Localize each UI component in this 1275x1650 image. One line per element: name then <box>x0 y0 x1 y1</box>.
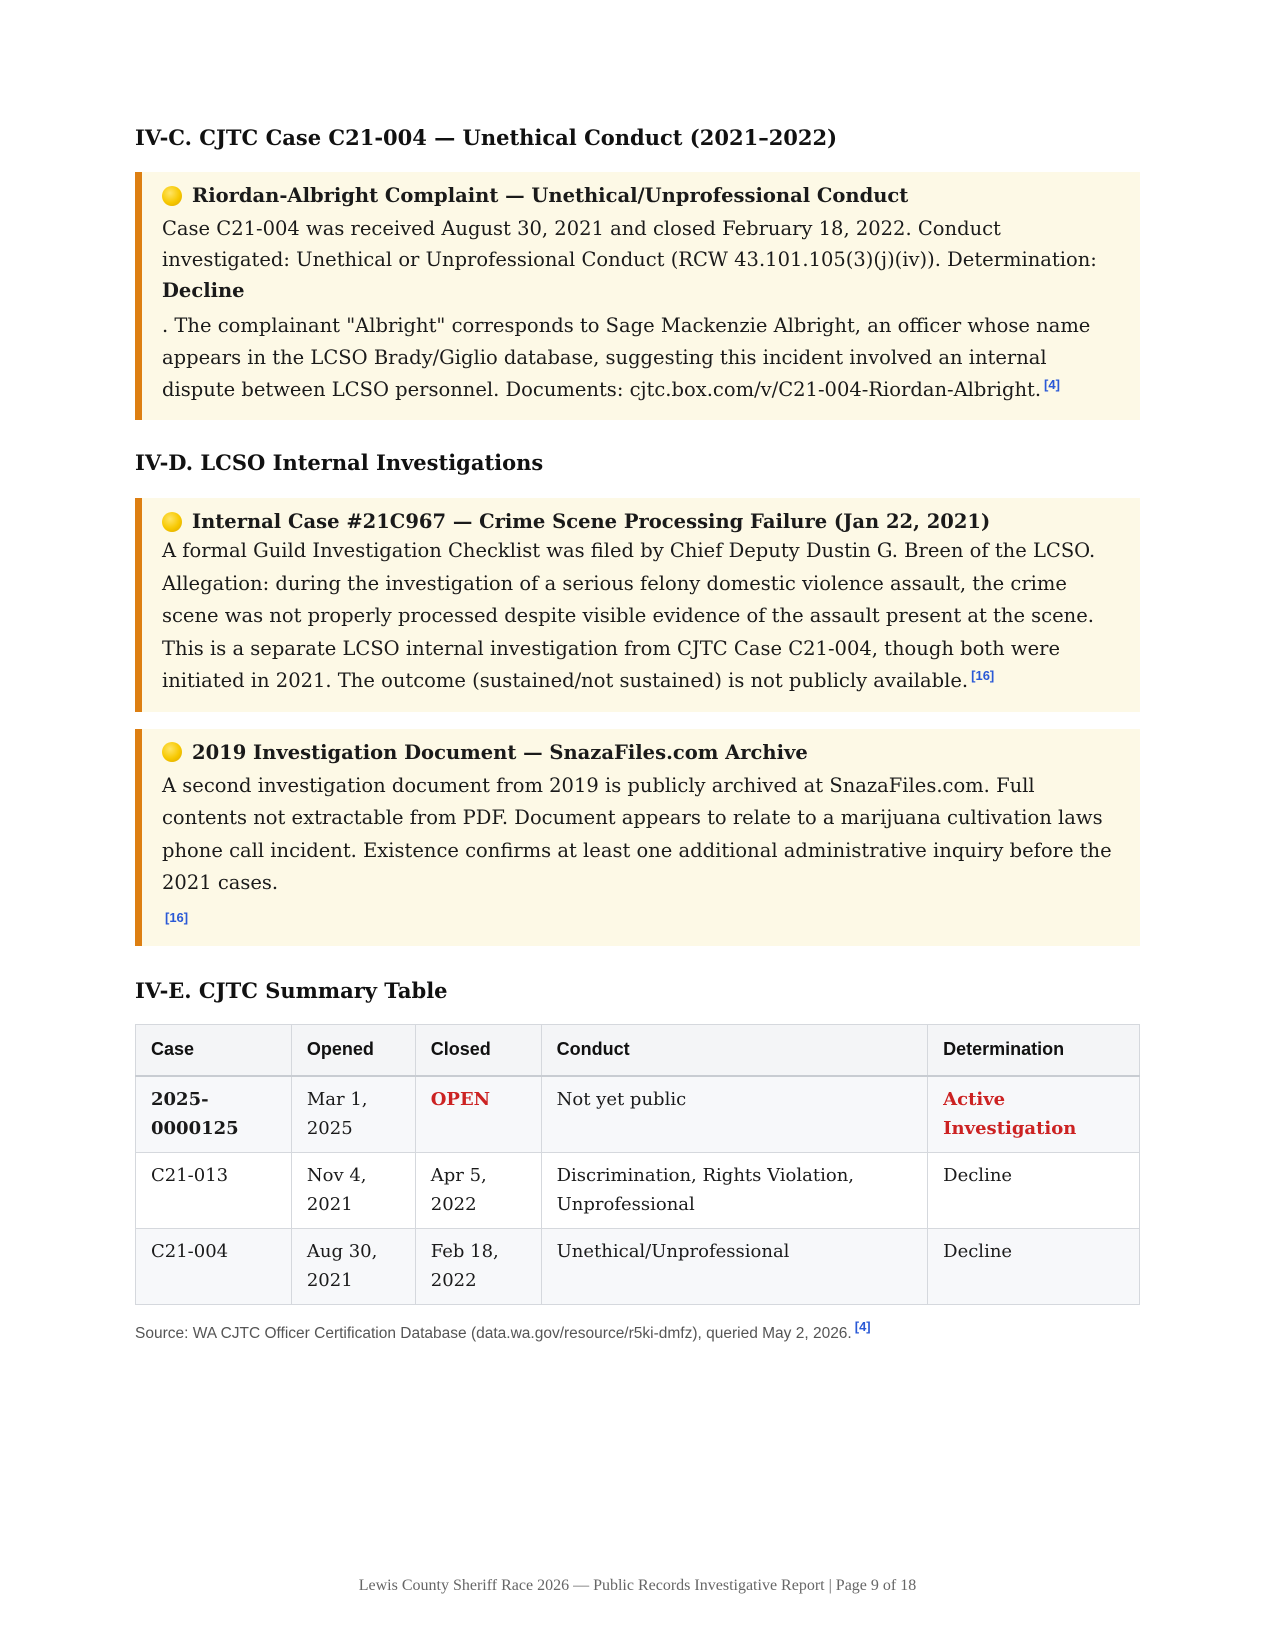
internal-case-card <box>135 498 1140 712</box>
card-text-continued: . The complainant "Albright" corresponds to Sage Mackenzie Albright, an officer whose name appears in the LCSO Brady/Giglio database, suggesting this incident involved an internal dispute between LCSO personnel. Documents: cjtc.box.com/v/C21-004-Riordan-Albright. <box>162 314 1091 402</box>
cell-closed: Apr 5, 2022 <box>415 1152 541 1228</box>
page-footer: Lewis County Sheriff Race 2026 — Public Records Investigative Report | Page 9 of 18 <box>358 1577 917 1594</box>
column-header-conduct: Conduct <box>541 1024 928 1076</box>
card-title: Internal Case #21C967 — Crime Scene Processing Failure (Jan 22, 2021) <box>192 510 991 534</box>
cell-opened: Nov 4, 2021 <box>291 1152 415 1228</box>
column-header-opened: Opened <box>291 1024 415 1076</box>
table-header-row <box>136 1024 1140 1076</box>
card-title: 2019 Investigation Document — SnazaFiles.com Archive <box>192 740 808 764</box>
yellow-circle-icon <box>162 742 182 762</box>
determination-value: Decline <box>162 279 245 303</box>
cell-closed: Feb 18, 2022 <box>415 1228 541 1304</box>
cell-opened: Mar 1, 2025 <box>291 1076 415 1153</box>
page-content <box>135 125 1140 1343</box>
table-row <box>136 1152 1140 1228</box>
yellow-circle-icon <box>162 512 182 532</box>
card-title: Riordan-Albright Complaint — Unethical/Unprofessional Conduct <box>192 184 909 208</box>
yellow-circle-icon <box>162 186 182 206</box>
cjtc-summary-table <box>135 1024 1140 1305</box>
investigation-2019-card: 2019 Investigation Document — SnazaFiles.com Archive A second investigation document from 2019 is publicly archived at SnazaFiles.com. Full contents not extractable from PDF. Document appears to relate to a marijuana cultivation laws phone call incident. Existence confirms at least one additional administrative inquiry before the 2021 cases. [16] <box>135 729 1140 947</box>
citation-link[interactable]: [4] <box>854 1319 871 1335</box>
citation-link[interactable]: [4] <box>1044 376 1060 392</box>
card-text: A formal Guild Investigation Checklist was filed by Chief Deputy Dustin G. Breen of the LCSO. Allegation: during the investigation of a serious felony domestic violence assault, the crime scene was not properly processed despite visible evidence of the assault present at the scene. This is a separate LCSO internal investigation from CJTC Case C21-004, though both were initiated in 2021. The outcome (sustained/not sustained) is not publicly available. <box>162 539 1096 693</box>
card-text: A second investigation document from 2019 is publicly archived at SnazaFiles.com. Full contents not extractable from PDF. Document appears to relate to a marijuana cultivation laws phone call incident. Existence confirms at least one additional administrative inquiry before the 2021 cases. <box>162 773 1112 895</box>
section-heading-iv-d: IV-D. LCSO Internal Investigations <box>135 450 544 476</box>
cell-case: C21-004 <box>136 1228 292 1304</box>
cell-case: C21-013 <box>136 1152 292 1228</box>
table-source-note <box>135 1319 1140 1343</box>
column-header-closed: Closed <box>415 1024 541 1076</box>
cell-determination: Active Investigation <box>928 1076 1140 1153</box>
citation-link[interactable]: [16] <box>971 667 995 683</box>
cell-determination: Decline <box>928 1228 1140 1304</box>
table-row <box>136 1228 1140 1304</box>
cell-case: 2025-0000125 <box>136 1076 292 1153</box>
cell-closed-status: OPEN <box>415 1076 541 1153</box>
column-header-case: Case <box>136 1024 292 1076</box>
table-row <box>136 1076 1140 1153</box>
cell-determination: Decline <box>928 1152 1140 1228</box>
section-heading-iv-e: IV-E. CJTC Summary Table <box>135 978 448 1004</box>
cell-conduct: Unethical/Unprofessional <box>541 1228 928 1304</box>
cell-conduct: Not yet public <box>541 1076 928 1153</box>
riordan-albright-card <box>135 172 1140 420</box>
cell-opened: Aug 30, 2021 <box>291 1228 415 1304</box>
card-text: Case C21-004 was received August 30, 2021 and closed February 18, 2022. Conduct investigated: Unethical or Unprofessional Conduct (RCW 43.101.105(3)(j)(iv)). Determination: <box>162 217 1097 272</box>
cell-conduct: Discrimination, Rights Violation, Unprofessional <box>541 1152 928 1228</box>
source-text: Source: WA CJTC Officer Certification Database (data.wa.gov/resource/r5ki-dmfz), queried May 2, 2026. <box>135 1324 852 1342</box>
section-heading-iv-c: IV-C. CJTC Case C21-004 — Unethical Conduct (2021–2022) <box>135 125 838 150</box>
column-header-determination: Determination <box>928 1024 1140 1076</box>
